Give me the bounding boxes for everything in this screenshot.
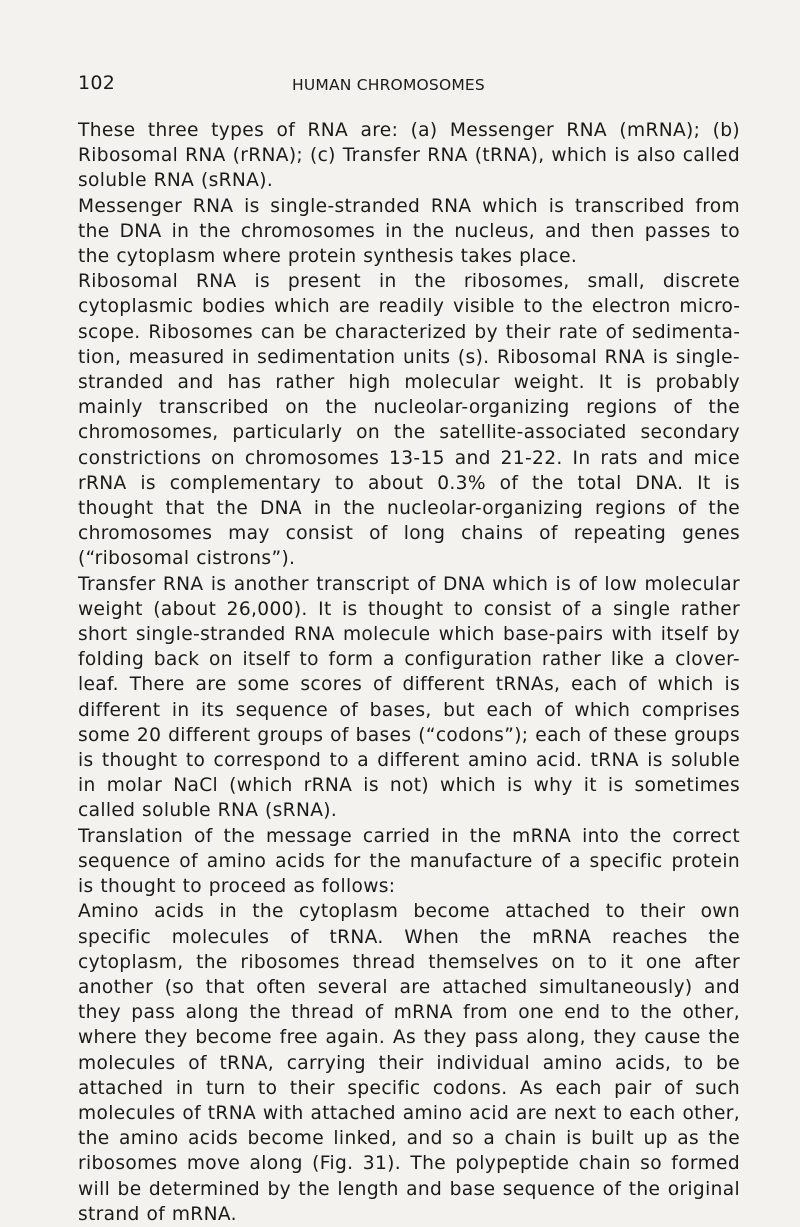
paragraph-translation-process: Amino acids in the cytoplasm become attached to their own specific molecules of tRNA. When the mRNA reaches the cytoplasm, the ribosomes thread themselves on to it one after another (so that often several are attached simultaneously) and they pass along the thread of mRNA from one end to the other, where they become free again. As they pass along, they cause the molecules of tRNA, carrying their individual amino acids, to be attached in turn to their specific codons. As each pair of such molecules of tRNA with attached amino acid are next to each other, the amino acids become linked, and so a chain is built up as the ribosomes move along (Fig. 31). The polypeptide chain so formed will be determined by the length and base sequence of the original strand of mRNA. — [78, 901, 740, 1225]
running-head — [78, 72, 740, 98]
paragraph-transfer-rna: Transfer RNA is another transcript of DNA which is of low molecular weight (about 26,000). It is thought to consist of a single rather short single-stranded RNA molecule which base-pairs with itself by folding back on itself to form a configuration rather like a clover-leaf. There are some scores of different tRNAs, each of which is different in its sequence of bases, but each of which comprises some 20 different groups of bases (“codons”); each of these groups is thought to correspond to a different amino acid. tRNA is soluble in molar NaCl (which rRNA is not) which is why it is sometimes called soluble RNA (sRNA). — [78, 573, 740, 822]
paragraph-ribosomal-rna: Ribosomal RNA is present in the ribosomes, small, discrete cytoplasmic bodies which are readily visible to the electron microscope. Ribosomes can be characterized by their rate of sedimentation, measured in sedimentation units (s). Ribosomal RNA is single-stranded and has rather high molecular weight. It is probably mainly transcribed on the nucleolar-organizing regions of the chromosomes, particularly on the satellite-associated secondary constrictions on chromosomes 13-15 and 21-22. In rats and mice rRNA is complementary to about 0.3% of the total DNA. It is thought that the DNA in the nucleolar-organizing regions of the chromosomes may consist of long chains of repeating genes (“ribosomal cistrons”). — [78, 271, 740, 570]
paragraph-translation-intro: Translation of the message carried in the mRNA into the correct sequence of amino acids for the manufacture of a specific protein is thought to proceed as follows: — [78, 825, 740, 898]
running-title: HUMAN CHROMOSOMES — [292, 76, 485, 94]
paragraph-messenger-rna: Messenger RNA is single-stranded RNA which is transcribed from the DNA in the chromosomes in the nucleus, and then passes to the cytoplasm where protein synthesis takes place. — [78, 195, 740, 268]
body-text — [78, 118, 740, 1227]
page-number: 102 — [78, 72, 116, 94]
paragraph-rna-types: These three types of RNA are: (a) Messenger RNA (mRNA); (b) Ribosomal RNA (rRNA); (c) Transfer RNA (tRNA), which is also called soluble RNA (sRNA). — [78, 120, 740, 192]
